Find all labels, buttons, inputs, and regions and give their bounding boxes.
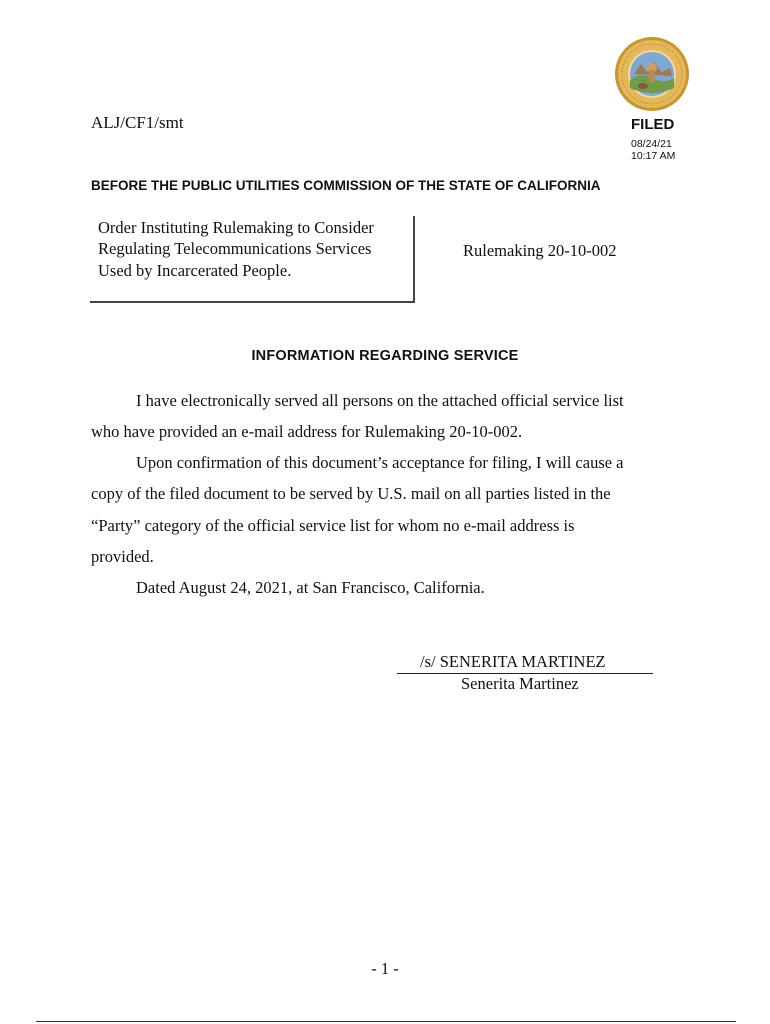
commission-seal [614,36,690,112]
body-line: Upon confirmation of this document’s acceptance for filing, I will cause a [136,453,624,472]
case-reference: ALJ/CF1/smt [91,113,184,132]
dated-line: Dated August 24, 2021, at San Francisco, California. [136,578,485,597]
docket-number: Rulemaking 20-10-002 [463,241,617,260]
court-heading: BEFORE THE PUBLIC UTILITIES COMMISSION OF THE STATE OF CALIFORNIA [91,178,601,193]
document-title: INFORMATION REGARDING SERVICE [251,348,519,364]
case-caption-box [90,216,415,303]
body-line: copy of the filed document to be served by U.S. mail on all parties listed in the [91,484,611,503]
caption-line: Regulating Telecommunications Services [98,239,372,258]
signer-name: Senerita Martinez [461,674,579,693]
page-number: - 1 - [371,959,399,978]
body-line: “Party” category of the official service list for whom no e-mail address is [91,516,575,535]
signature-line: /s/ SENERITA MARTINEZ [397,652,653,674]
cpuc-seal-icon [614,36,690,112]
filed-date: 08/24/21 [631,138,672,150]
caption-line: Used by Incarcerated People. [98,261,292,280]
body-line: who have provided an e-mail address for Rulemaking 20-10-002. [91,422,523,441]
filed-time: 10:17 AM [631,150,676,162]
footer-divider [36,1021,736,1022]
body-line: provided. [91,547,154,566]
caption-line: Order Instituting Rulemaking to Consider [98,218,374,237]
body-line: I have electronically served all persons on the attached official service list [136,391,624,410]
filed-stamp-label: FILED [631,116,675,133]
